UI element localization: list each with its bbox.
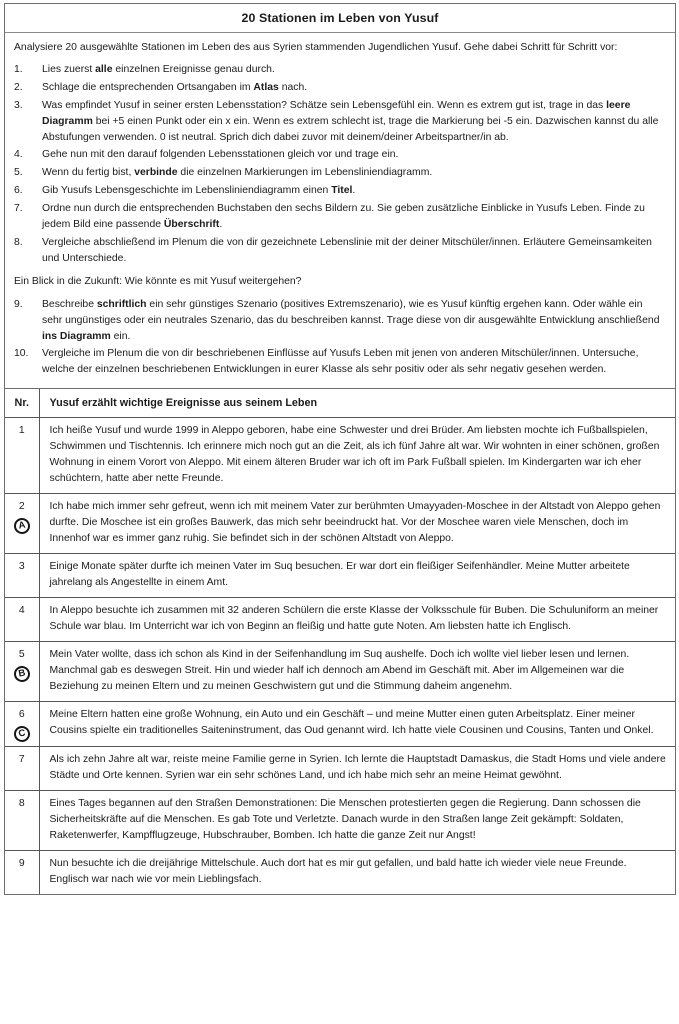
step-text: Schlage die entsprechenden Ortsangaben im Atlas nach.	[42, 81, 308, 93]
instruction-step	[14, 297, 666, 345]
table-row	[5, 791, 675, 851]
step-number: 9.	[14, 298, 23, 310]
step-number: 3.	[14, 99, 23, 111]
row-number-cell	[5, 791, 39, 851]
worksheet-title: 20 Stationen im Leben von Yusuf	[5, 4, 675, 33]
header-nr: Nr.	[5, 389, 39, 418]
table-row	[5, 494, 675, 554]
event-text: Ich heiße Yusuf und wurde 1999 in Aleppo geboren, habe eine Schwester und drei Brüder. Am liebsten mochte ich Fußballspielen, Schwimmen und Tischtennis. Ich erinnere mich noch gut an die Zeit, als ich fünf Jahre alt war. Wir wohnten in einer schönen, großen Wohnung in einem Vorort von Aleppo. Mit einem älteren Bruder war ich oft im Park Fußball spielen. Im Kindergarten war ich eher schüchtern, hatte aber nette Freunde.	[39, 418, 675, 494]
row-number: 8	[18, 798, 25, 810]
row-number-cell	[5, 747, 39, 791]
step-text: Wenn du fertig bist, verbinde die einzelnen Markierungen im Lebensliniendiagramm.	[42, 167, 433, 179]
instruction-step	[14, 80, 666, 96]
step-number: 2.	[14, 81, 23, 93]
instruction-step	[14, 165, 666, 181]
instruction-step	[14, 62, 666, 78]
event-text: Eines Tages begannen auf den Straßen Demonstrationen: Die Menschen protestierten gegen die Regierung. Dann schossen die Sicherheitskräfte auf die Menschen. Es gab Tote und Verletzte. Danach wurde in den Straßen lange Zeit gekämpft: Soldaten, Raketenwerfer, Kampfflugzeuge, Hubschrauber, Bomben. Ich hatte die ganze Zeit nur Angst!	[39, 791, 675, 851]
table-row	[5, 851, 675, 895]
event-text: Nun besuchte ich die dreijährige Mittelschule. Auch dort hat es mir gut gefallen, und bald hatte ich wieder viele neue Freunde. Englisch war nach wie vor mein Lieblingsfach.	[39, 851, 675, 895]
step-text: Lies zuerst alle einzelnen Ereignisse genau durch.	[42, 63, 275, 75]
step-text: Was empfindet Yusuf in seiner ersten Lebensstation? Schätze sein Lebensgefühl ein. Wenn es extrem gut ist, trage in das leere Diagramm bei +5 einen Punkt oder ein x ein. Wenn es extrem schlecht ist, trage die Markierung bei -5 ein. Dazwischen kannst du alle Abstufungen verwenden. 0 ist neutral. Sprich dich dabei zuvor mit deinem/deiner Arbeitspartner/in ab.	[42, 99, 659, 143]
row-number: 4	[18, 605, 25, 617]
event-text: Ich habe mich immer sehr gefreut, wenn ich mit meinem Vater zur berühmten Umayyaden-Moschee in der Altstadt von Aleppo gehen durfte. Die Moschee ist ein großes Bauwerk, das mich sehr beeindruckt hat. Vor der Moschee waren viele Menschen, doch im Innenhof war es immer ganz ruhig. Sie befindet sich in der schönen Altstadt von Aleppo.	[39, 494, 675, 554]
event-text: Mein Vater wollte, dass ich schon als Kind in der Seifenhandlung im Suq aushelfe. Doch ich wollte viel lieber lesen und lernen. Manchmal gab es deswegen Streit. Hin und wieder half ich dennoch am Abend im Geschäft mit. Aber im Allgemeinen war die Beziehung zu meinen Eltern und zu meinen Geschwistern gut und die Stimmung daheim angenehm.	[39, 642, 675, 702]
step-number: 6.	[14, 185, 23, 197]
instruction-step	[14, 183, 666, 199]
instruction-step	[14, 147, 666, 163]
steps-list	[14, 62, 666, 267]
event-text: Meine Eltern hatten eine große Wohnung, ein Auto und ein Geschäft – und meine Mutter einen guten Arbeitsplatz. Einer meiner Cousins spielte ein traditionelles Saiteninstrument, das Oud genannt wird. Ich hatte viele Cousinen und Cousins, Tanten und Onkel.	[39, 702, 675, 747]
intro-text: Analysiere 20 ausgewählte Stationen im Leben des aus Syrien stammenden Jugendlichen Yusuf. Gehe dabei Schritt für Schritt vor:	[14, 42, 618, 53]
future-steps-list	[14, 297, 666, 379]
row-number: 3	[18, 561, 25, 573]
circled-letter-badge: A	[12, 517, 31, 536]
row-number-cell	[5, 642, 39, 702]
instructions-section	[5, 33, 675, 389]
table-row	[5, 747, 675, 791]
step-text: Gib Yusufs Lebensgeschichte im Lebensliniendiagramm einen Titel.	[42, 185, 356, 197]
row-number-cell	[5, 418, 39, 494]
row-number: 2	[18, 501, 25, 513]
row-number-cell	[5, 598, 39, 642]
table-row	[5, 642, 675, 702]
event-text: Einige Monate später durfte ich meinen Vater im Suq besuchen. Er war dort ein fleißiger Seifenhändler. Meine Mutter arbeitete jahrelang als Angestellte in einem Amt.	[39, 554, 675, 598]
circled-letter-badge: B	[12, 665, 31, 684]
events-table	[5, 389, 675, 894]
step-text: Gehe nun mit den darauf folgenden Lebensstationen gleich vor und trage ein.	[42, 149, 399, 161]
step-text: Vergleiche abschließend im Plenum die von dir gezeichnete Lebenslinie mit der deiner Mitschüler/innen. Erläutere Gemeinsamkeiten und Unterschiede.	[42, 236, 652, 264]
instruction-step	[14, 201, 666, 233]
events-table-body	[5, 418, 675, 895]
instruction-step	[14, 98, 666, 146]
step-number: 8.	[14, 236, 23, 248]
instruction-step	[14, 346, 666, 378]
worksheet-sheet	[4, 3, 676, 895]
event-text: Als ich zehn Jahre alt war, reiste meine Familie gerne in Syrien. Ich lernte die Hauptstadt Damaskus, die Stadt Homs und viele andere Städte und Orte kennen. Syrien war ein sehr schönes Land, und ich habe mich sehr an meine Heimat gewöhnt.	[39, 747, 675, 791]
step-number: 1.	[14, 63, 23, 75]
row-number-cell	[5, 851, 39, 895]
row-number: 7	[18, 754, 25, 766]
table-row	[5, 598, 675, 642]
row-number: 1	[18, 425, 25, 437]
step-number: 4.	[14, 149, 23, 161]
step-number: 5.	[14, 167, 23, 179]
row-number-cell	[5, 554, 39, 598]
step-text: Ordne nun durch die entsprechenden Buchstaben den sechs Bildern zu. Sie geben zusätzliche Einblicke in Yusufs Leben. Finde zu jedem Bild eine passende Überschrift.	[42, 203, 645, 231]
circled-letter-badge: C	[12, 725, 31, 744]
row-number: 5	[18, 649, 25, 661]
table-row	[5, 418, 675, 494]
step-number: 7.	[14, 203, 23, 215]
step-text: Beschreibe schriftlich ein sehr günstiges Szenario (positives Extremszenario), wie es Yusuf künftig ergehen kann. Oder wähle ein sehr ungünstiges oder ein neutrales Szenario, das du beschreiben kannst. Trage diese von dir ausgewählte Entwicklung anschließend ins Diagramm ein.	[42, 298, 660, 342]
row-number: 6	[18, 709, 25, 721]
future-heading: Ein Blick in die Zukunft: Wie könnte es mit Yusuf weitergehen?	[14, 275, 302, 287]
header-title: Yusuf erzählt wichtige Ereignisse aus seinem Leben	[49, 397, 318, 410]
events-table-header	[5, 389, 675, 418]
row-number: 9	[18, 858, 25, 870]
row-number-cell	[5, 494, 39, 554]
event-text: In Aleppo besuchte ich zusammen mit 32 anderen Schülern die erste Klasse der Volksschule für Buben. Die Schuluniform an meiner Schule war blau. Im Unterricht war ich von Beginn an fleißig und hatte gute Noten. Am liebsten hatte ich Englisch.	[39, 598, 675, 642]
table-row	[5, 702, 675, 747]
step-text: Vergleiche im Plenum die von dir beschriebenen Einflüsse auf Yusufs Leben mit jenen von anderen Mitschüler/innen. Untersuche, welche der einzelnen beschriebenen Entwicklungen in eurer Klasse als sehr positiv oder als sehr negativ gesehen werden.	[42, 348, 639, 376]
instruction-step	[14, 235, 666, 267]
table-row	[5, 554, 675, 598]
row-number-cell	[5, 702, 39, 747]
step-number: 10.	[14, 348, 29, 360]
